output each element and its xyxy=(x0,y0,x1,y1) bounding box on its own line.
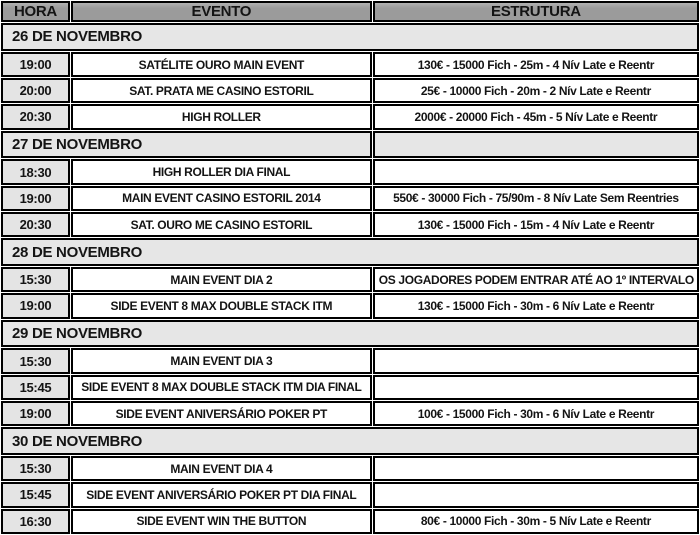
event-row xyxy=(1,482,699,507)
estrutura-cell: 2000€ - 20000 Fich - 45m - 5 Nív Late e Reentr xyxy=(373,104,699,129)
date-section-row xyxy=(1,427,699,455)
event-row xyxy=(1,456,699,481)
estrutura-cell: 130€ - 15000 Fich - 15m - 4 Nív Late e Reentr xyxy=(373,212,699,237)
date-section-empty-cell xyxy=(373,131,699,159)
event-row xyxy=(1,104,699,129)
event-row xyxy=(1,375,699,400)
estrutura-cell: 130€ - 15000 Fich - 25m - 4 Nív Late e Reentr xyxy=(373,52,699,77)
evento-cell: SIDE EVENT ANIVERSÁRIO POKER PT xyxy=(71,401,372,426)
event-row xyxy=(1,52,699,77)
estrutura-cell xyxy=(373,482,699,507)
column-header-evento: EVENTO xyxy=(71,1,372,22)
date-section-row xyxy=(1,238,699,266)
event-row xyxy=(1,212,699,237)
event-row xyxy=(1,186,699,211)
date-section-cell: 26 DE NOVEMBRO xyxy=(1,23,699,51)
estrutura-cell: 550€ - 30000 Fich - 75/90m - 8 Nív Late Sem Reentries xyxy=(373,186,699,211)
hora-cell: 19:00 xyxy=(1,293,70,318)
event-row xyxy=(1,401,699,426)
column-header-estrutura: ESTRUTURA xyxy=(373,1,699,22)
hora-cell: 15:45 xyxy=(1,482,70,507)
evento-cell: MAIN EVENT DIA 4 xyxy=(71,456,372,481)
event-row xyxy=(1,348,699,373)
hora-cell: 20:30 xyxy=(1,104,70,129)
hora-cell: 15:30 xyxy=(1,267,70,292)
schedule-header xyxy=(1,1,699,22)
evento-cell: SIDE EVENT WIN THE BUTTON xyxy=(71,509,372,535)
hora-cell: 18:30 xyxy=(1,159,70,184)
evento-cell: SAT. PRATA ME CASINO ESTORIL xyxy=(71,78,372,103)
evento-cell: HIGH ROLLER xyxy=(71,104,372,129)
schedule-body xyxy=(1,23,699,534)
date-section-row xyxy=(1,320,699,348)
evento-cell: MAIN EVENT DIA 3 xyxy=(71,348,372,373)
event-row xyxy=(1,78,699,103)
estrutura-cell: 100€ - 15000 Fich - 30m - 6 Nív Late e Reentr xyxy=(373,401,699,426)
estrutura-cell xyxy=(373,375,699,400)
date-section-cell: 28 DE NOVEMBRO xyxy=(1,238,699,266)
evento-cell: HIGH ROLLER DIA FINAL xyxy=(71,159,372,184)
estrutura-cell xyxy=(373,456,699,481)
estrutura-cell: OS JOGADORES PODEM ENTRAR ATÉ AO 1º INTERVALO xyxy=(373,267,699,292)
evento-cell: SAT. OURO ME CASINO ESTORIL xyxy=(71,212,372,237)
date-section-row xyxy=(1,23,699,51)
column-header-hora: HORA xyxy=(1,1,70,22)
hora-cell: 15:45 xyxy=(1,375,70,400)
evento-cell: SIDE EVENT 8 MAX DOUBLE STACK ITM DIA FINAL xyxy=(71,375,372,400)
date-section-cell: 27 DE NOVEMBRO xyxy=(1,131,372,159)
date-section-cell: 29 DE NOVEMBRO xyxy=(1,320,699,348)
event-row xyxy=(1,293,699,318)
evento-cell: SIDE EVENT 8 MAX DOUBLE STACK ITM xyxy=(71,293,372,318)
hora-cell: 20:30 xyxy=(1,212,70,237)
evento-cell: SIDE EVENT ANIVERSÁRIO POKER PT DIA FINAL xyxy=(71,482,372,507)
evento-cell: MAIN EVENT CASINO ESTORIL 2014 xyxy=(71,186,372,211)
hora-cell: 15:30 xyxy=(1,348,70,373)
estrutura-cell: 25€ - 10000 Fich - 20m - 2 Nív Late e Reentr xyxy=(373,78,699,103)
estrutura-cell xyxy=(373,159,699,184)
column-header-row xyxy=(1,1,699,22)
hora-cell: 15:30 xyxy=(1,456,70,481)
evento-cell: MAIN EVENT DIA 2 xyxy=(71,267,372,292)
event-row xyxy=(1,509,699,535)
date-section-row xyxy=(1,131,699,159)
hora-cell: 16:30 xyxy=(1,509,70,535)
estrutura-cell: 130€ - 15000 Fich - 30m - 6 Nív Late e Reentr xyxy=(373,293,699,318)
evento-cell: SATÉLITE OURO MAIN EVENT xyxy=(71,52,372,77)
estrutura-cell: 80€ - 10000 Fich - 30m - 5 Nív Late e Reentr xyxy=(373,509,699,535)
event-row xyxy=(1,159,699,184)
estrutura-cell xyxy=(373,348,699,373)
hora-cell: 19:00 xyxy=(1,52,70,77)
hora-cell: 19:00 xyxy=(1,401,70,426)
date-section-cell: 30 DE NOVEMBRO xyxy=(1,427,699,455)
event-row xyxy=(1,267,699,292)
hora-cell: 20:00 xyxy=(1,78,70,103)
hora-cell: 19:00 xyxy=(1,186,70,211)
